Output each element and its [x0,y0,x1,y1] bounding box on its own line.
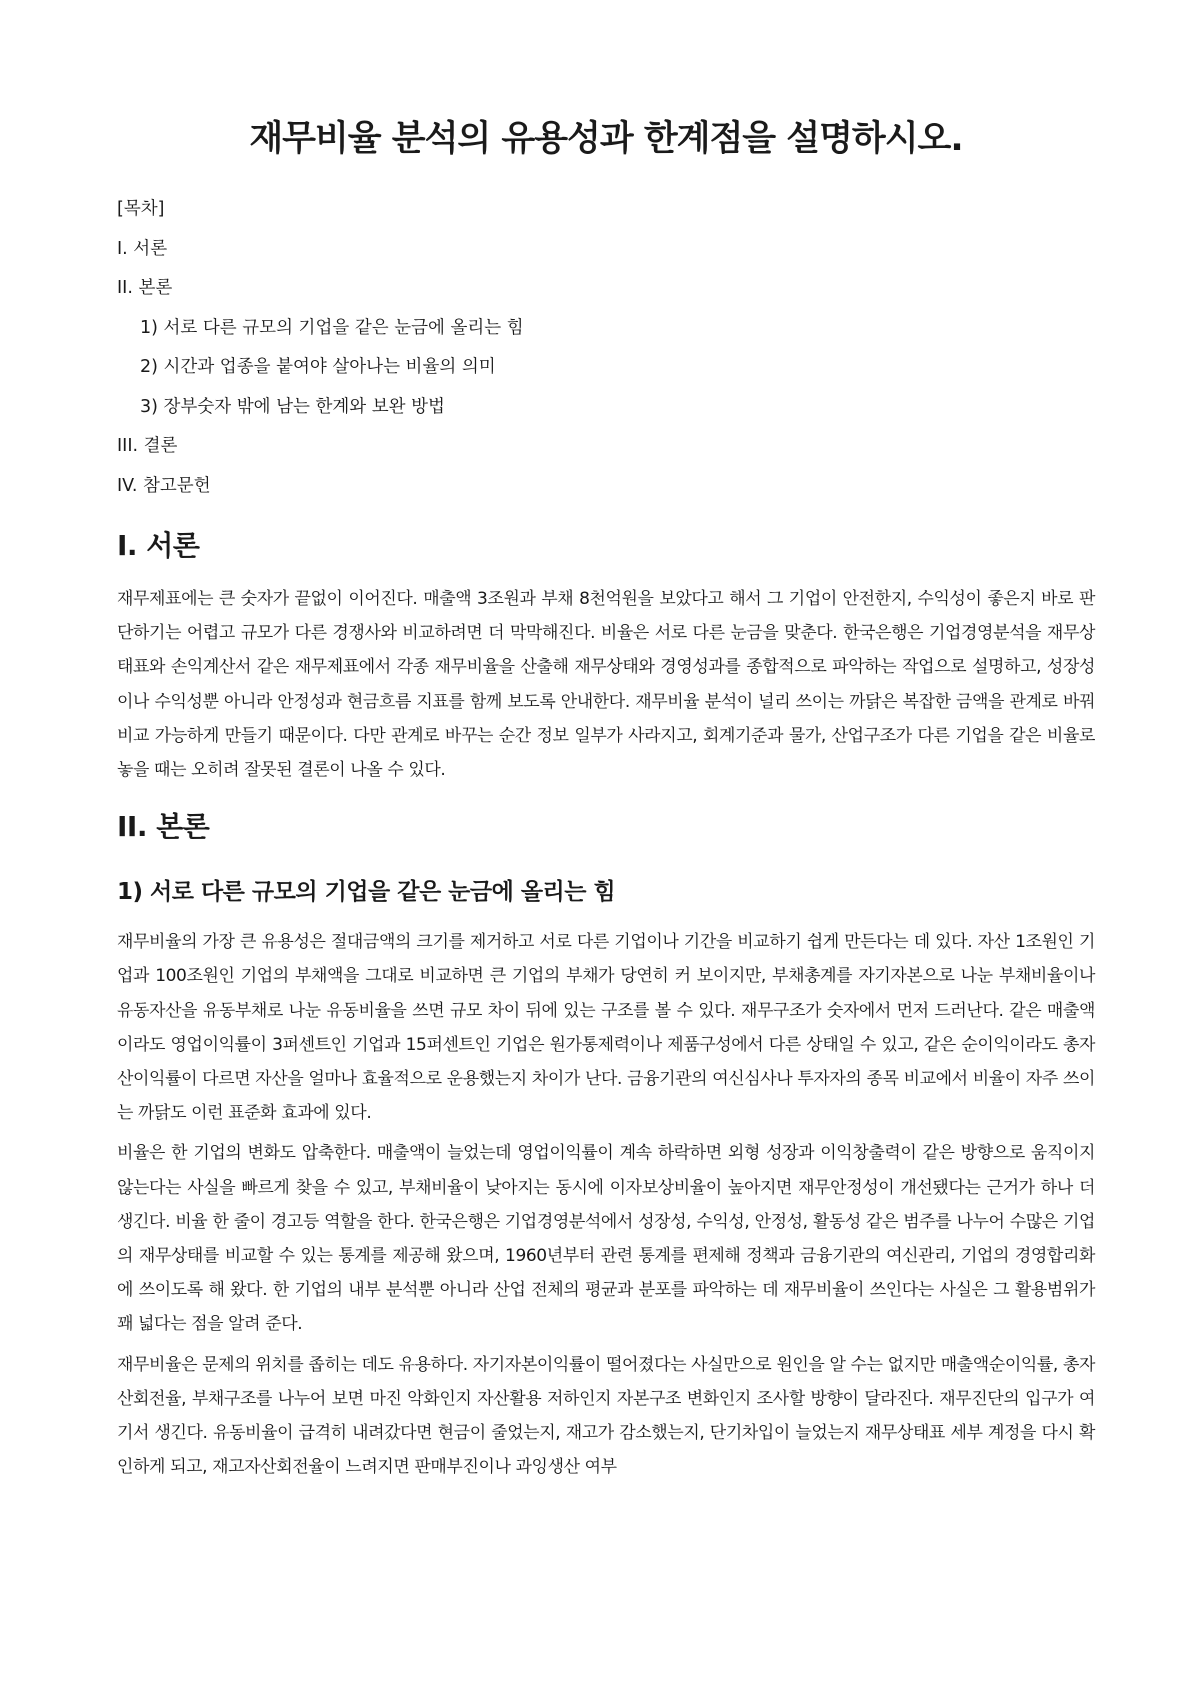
table-of-contents [117,190,1095,506]
toc-subitem: 3) 장부숫자 밖에 남는 한계와 보완 방법 [140,396,445,417]
toc-item: II. 본론 [117,278,173,298]
body-paragraph: 재무비율의 가장 큰 유용성은 절대금액의 크기를 제거하고 서로 다른 기업이나 기간을 비교하기 쉽게 만든다는 데 있다. 자산 1조원인 기업과 100조원인 기업의 부채액을 그대로 비교하면 큰 기업의 부채가 당연히 커 보이지만, 부채총계를 자기자본으로 나눈 부채비율이나 유동자산을 유동부채로 나눈 유동비율을 쓰면 규모 차이 뒤에 있는 구조를 볼 수 있다. 재무구조가 숫자에서 먼저 드러난다. 같은 매출액이라도 영업이익률이 3퍼센트인 기업과 15퍼센트인 기업은 원가통제력이나 제품구성에서 다른 상태일 수 있고, 같은 순이익이라도 총자산이익률이 다르면 자산을 얼마나 효율적으로 운용했는지 차이가 난다. 금융기관의 여신심사나 투자자의 종목 비교에서 비율이 자주 쓰이는 까닭도 이런 표준화 효과에 있다. [117,932,1095,1124]
document-title: 재무비율 분석의 유용성과 한계점을 설명하시오. [249,119,963,159]
document-page [117,112,1095,1490]
toc-subitem: 1) 서로 다른 규모의 기업을 같은 눈금에 올리는 힘 [140,317,524,338]
section-heading-body: II. 본론 [117,810,210,844]
section-heading-intro: I. 서론 [117,529,200,562]
toc-subitem: 2) 시간과 업종을 붙여야 살아나는 비율의 의미 [140,357,496,377]
toc-item: I. 서론 [117,238,168,259]
body-paragraph: 비율은 한 기업의 변화도 압축한다. 매출액이 늘었는데 영업이익률이 계속 하락하면 외형 성장과 이익창출력이 같은 방향으로 움직이지 않는다는 사실을 빠르게 찾을 수 있고, 부채비율이 낮아지는 동시에 이자보상비율이 높아지면 재무안정성이 개선됐다는 근거가 하나 더 생긴다. 비율 한 줄이 경고등 역할을 한다. 한국은행은 기업경영분석에서 성장성, 수익성, 안정성, 활동성 같은 범주를 나누어 수많은 기업의 재무상태를 비교할 수 있는 통계를 제공해 왔으며, 1960년부터 관련 통계를 편제해 정책과 금융기관의 여신관리, 기업의 경영합리화에 쓰이도록 해 왔다. 한 기업의 내부 분석뿐 아니라 산업 전체의 평균과 분포를 파악하는 데 재무비율이 쓰인다는 사실은 그 활용범위가 꽤 넓다는 점을 알려 준다. [117,1143,1095,1335]
toc-item: IV. 참고문헌 [117,475,211,496]
toc-item: III. 결론 [117,436,178,456]
body-paragraph: 재무비율은 문제의 위치를 좁히는 데도 유용하다. 자기자본이익률이 떨어졌다는 사실만으로 원인을 알 수는 없지만 매출액순이익률, 총자산회전율, 부채구조를 나누어 보면 마진 악화인지 자산활용 저하인지 자본구조 변화인지 조사할 방향이 달라진다. 재무진단의 입구가 여기서 생긴다. 유동비율이 급격히 내려갔다면 현금이 줄었는지, 재고가 감소했는지, 단기차입이 늘었는지 재무상태표 세부 계정을 다시 확인하게 되고, 재고자산회전율이 느려지면 판매부진이나 과잉생산 여부 [117,1354,1095,1478]
toc-heading: [목차] [117,199,165,219]
subsection-heading-1: 1) 서로 다른 규모의 기업을 같은 눈금에 올리는 힘 [117,879,616,906]
intro-paragraph: 재무제표에는 큰 숫자가 끝없이 이어진다. 매출액 3조원과 부채 8천억원을 보았다고 해서 그 기업이 안전한지, 수익성이 좋은지 바로 판단하기는 어렵고 규모가 다른 경쟁사와 비교하려면 더 막막해진다. 비율은 서로 다른 눈금을 맞춘다. 한국은행은 기업경영분석을 재무상태표와 손익계산서 같은 재무제표에서 각종 재무비율을 산출해 재무상태와 경영성과를 종합적으로 파악하는 작업으로 설명하고, 성장성이나 수익성뿐 아니라 안정성과 현금흐름 지표를 함께 보도록 안내한다. 재무비율 분석이 널리 쓰이는 까닭은 복잡한 금액을 관계로 바꿔 비교 가능하게 만들기 때문이다. 다만 관계로 바꾸는 순간 정보 일부가 사라지고, 회계기준과 물가, 산업구조가 다른 기업을 같은 비율로 놓을 때는 오히려 잘못된 결론이 나올 수 있다. [117,589,1095,781]
